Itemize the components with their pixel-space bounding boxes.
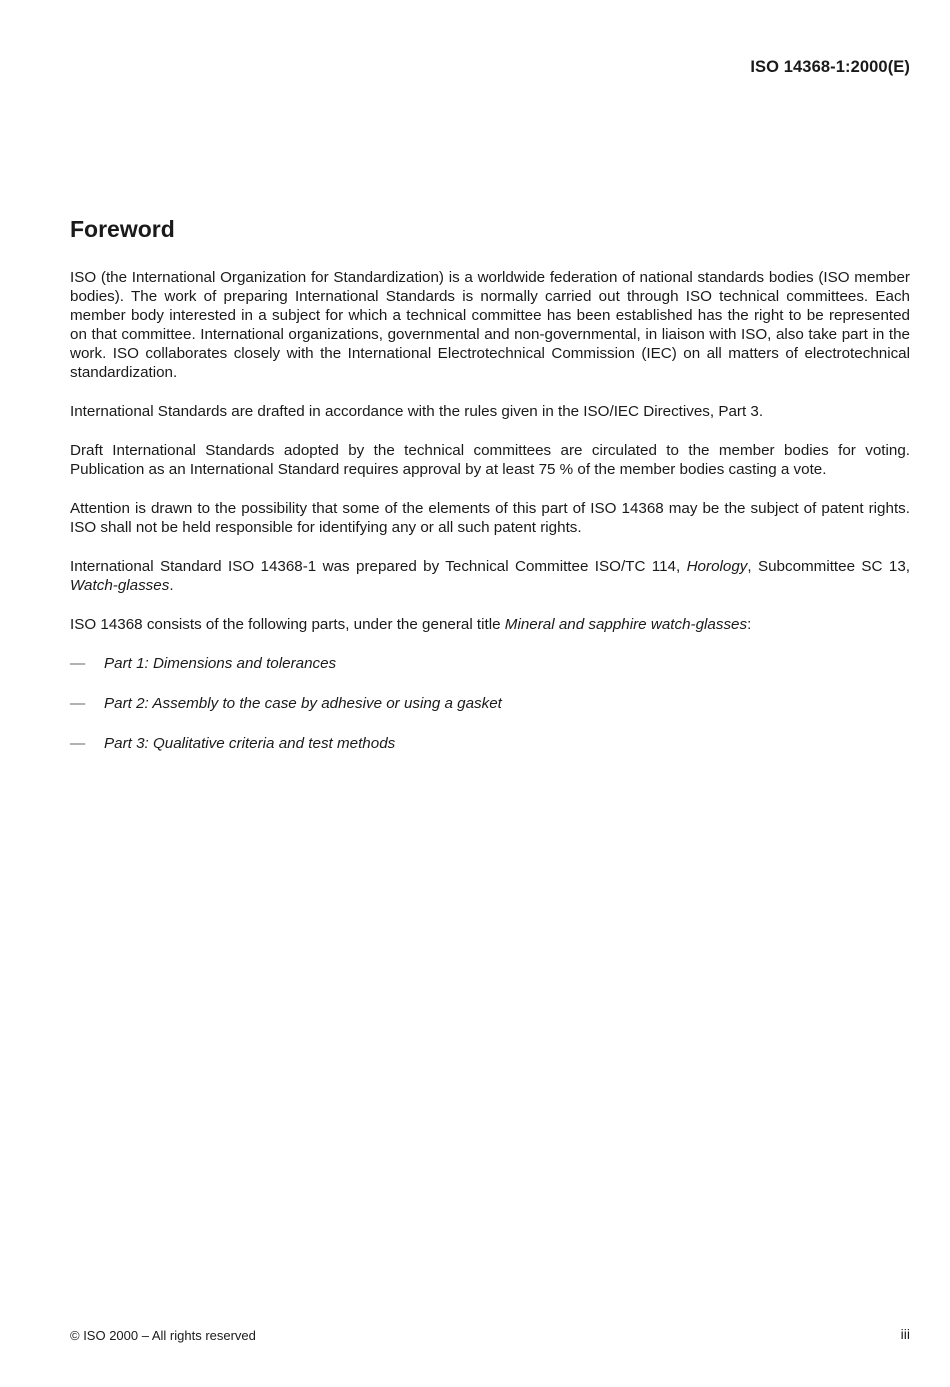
dash-bullet: — (70, 735, 86, 752)
list-item (70, 734, 910, 753)
foreword-section (70, 214, 910, 774)
paragraph-directives: International Standards are drafted in accordance with the rules given in the ISO/IEC Directives, Part 3. (70, 403, 764, 420)
general-title: Mineral and sapphire watch-glasses (504, 616, 748, 633)
committee-name: Horology (686, 558, 748, 575)
paragraph-voting: Draft International Standards adopted by the technical committees are circulated to the member bodies for voting. Publication as an International Standard requires approval by at least 75 % of the member bodies casting a vote. (70, 442, 910, 478)
part-label: Part 1: Dimensions and tolerances (104, 655, 337, 672)
document-id: ISO 14368-1:2000(E) (750, 58, 910, 76)
prepared-by-text: International Standard ISO 14368-1 was prepared by Technical Committee ISO/TC 114, (70, 558, 687, 575)
copyright-notice: © ISO 2000 – All rights reserved (70, 1328, 256, 1343)
foreword-title: Foreword (70, 216, 175, 242)
paragraph-prepared-by (70, 557, 910, 595)
period: . (169, 577, 174, 594)
parts-intro-text: ISO 14368 consists of the following parts, under the general title (70, 616, 505, 633)
paragraph-patent-rights: Attention is drawn to the possibility that some of the elements of this part of ISO 14368 may be the subject of patent rights. ISO shall not be held responsible for identifying any or all such patent rights. (70, 500, 910, 536)
part-label: Part 3: Qualitative criteria and test methods (104, 735, 396, 752)
dash-bullet: — (70, 655, 86, 672)
colon: : (747, 616, 752, 633)
parts-list (70, 654, 910, 753)
subcommittee-name: Watch-glasses (70, 577, 170, 594)
page-number: iii (900, 1326, 910, 1342)
subcommittee-text: , Subcommittee SC 13, (747, 558, 910, 575)
part-label: Part 2: Assembly to the case by adhesive or using a gasket (104, 695, 502, 712)
dash-bullet: — (70, 695, 86, 712)
list-item (70, 654, 910, 673)
paragraph-iso-intro: ISO (the International Organization for Standardization) is a worldwide federation of national standards bodies (ISO member bodies). The work of preparing International Standards is normally carried out through ISO technical committees. Each member body interested in a subject for which a technical committee has been established has the right to be represented on that committee. International organizations, governmental and non-governmental, in liaison with ISO, also take part in the work. ISO collaborates closely with the International Electrotechnical Commission (IEC) on all matters of electrotechnical standardization. (70, 269, 910, 381)
paragraph-parts-intro (70, 615, 910, 634)
list-item (70, 694, 910, 713)
